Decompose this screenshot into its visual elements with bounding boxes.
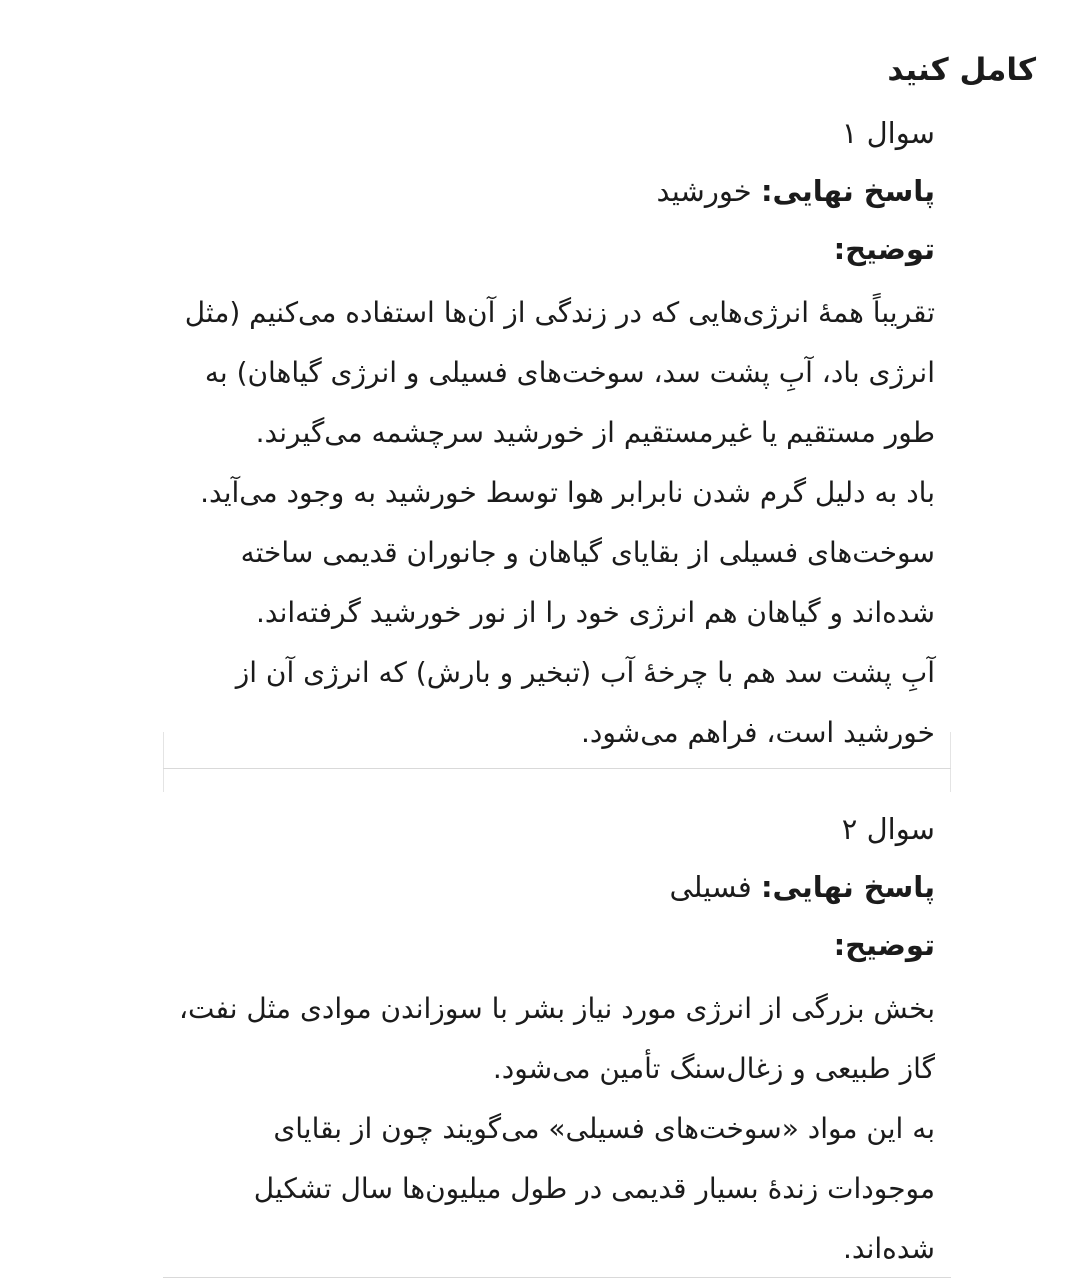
explanation-paragraph: به این مواد «سوخت‌های فسیلی» می‌گویند چون از بقایای موجودات زندهٔ بسیار قدیمی در طول میلیون‌ها سال تشکیل شده‌اند. [253, 1112, 935, 1265]
final-answer-label: پاسخ نهایی: [760, 174, 935, 208]
question-2-explanation [163, 979, 935, 1279]
question-1-final-answer-line [163, 162, 935, 220]
explanation-paragraph: تقریباً همهٔ انرژی‌هایی که در زندگی از آن‌ها استفاده می‌کنیم (مثل انرژی باد، آبِ پشت سد، سوخت‌های فسیلی و انرژی گیاهان) به طور مستقیم یا غیرمستقیم از خورشید سرچشمه می‌گیرند. [184, 296, 935, 449]
question-2-final-answer-line [163, 858, 935, 916]
bottom-divider [163, 1277, 951, 1278]
explanation-label: توضیح: [833, 928, 935, 962]
final-answer-value: خورشید [656, 174, 761, 208]
explanation-label: توضیح: [833, 232, 935, 266]
question-2-card [163, 800, 950, 1279]
question-1-card [163, 104, 950, 763]
question-2-label: سوال ۲ [841, 812, 935, 846]
page-title: کامل کنید [887, 52, 1036, 88]
card-edge-tick-left [163, 732, 164, 792]
explanation-paragraph: بخش بزرگی از انرژی مورد نیاز بشر با سوزاندن موادی مثل نفت، گاز طبیعی و زغال‌سنگ تأمین می‌شود. [179, 992, 935, 1085]
explanation-paragraph: باد به دلیل گرم شدن نابرابر هوا توسط خورشید به وجود می‌آید. [200, 476, 935, 509]
explanation-paragraph: آبِ پشت سد هم با چرخهٔ آب (تبخیر و بارش) که انرژی آن از خورشید است، فراهم می‌شود. [235, 656, 935, 749]
question-1-explanation [163, 283, 935, 763]
final-answer-label: پاسخ نهایی: [760, 870, 935, 904]
card-edge-tick-right [950, 732, 951, 792]
question-1-label: سوال ۱ [841, 116, 935, 150]
final-answer-value: فسیلی [669, 870, 761, 904]
section-divider [163, 768, 951, 769]
explanation-paragraph: سوخت‌های فسیلی از بقایای گیاهان و جانوران قدیمی ساخته شده‌اند و گیاهان هم انرژی خود را از نور خورشید گرفته‌اند. [240, 536, 935, 629]
